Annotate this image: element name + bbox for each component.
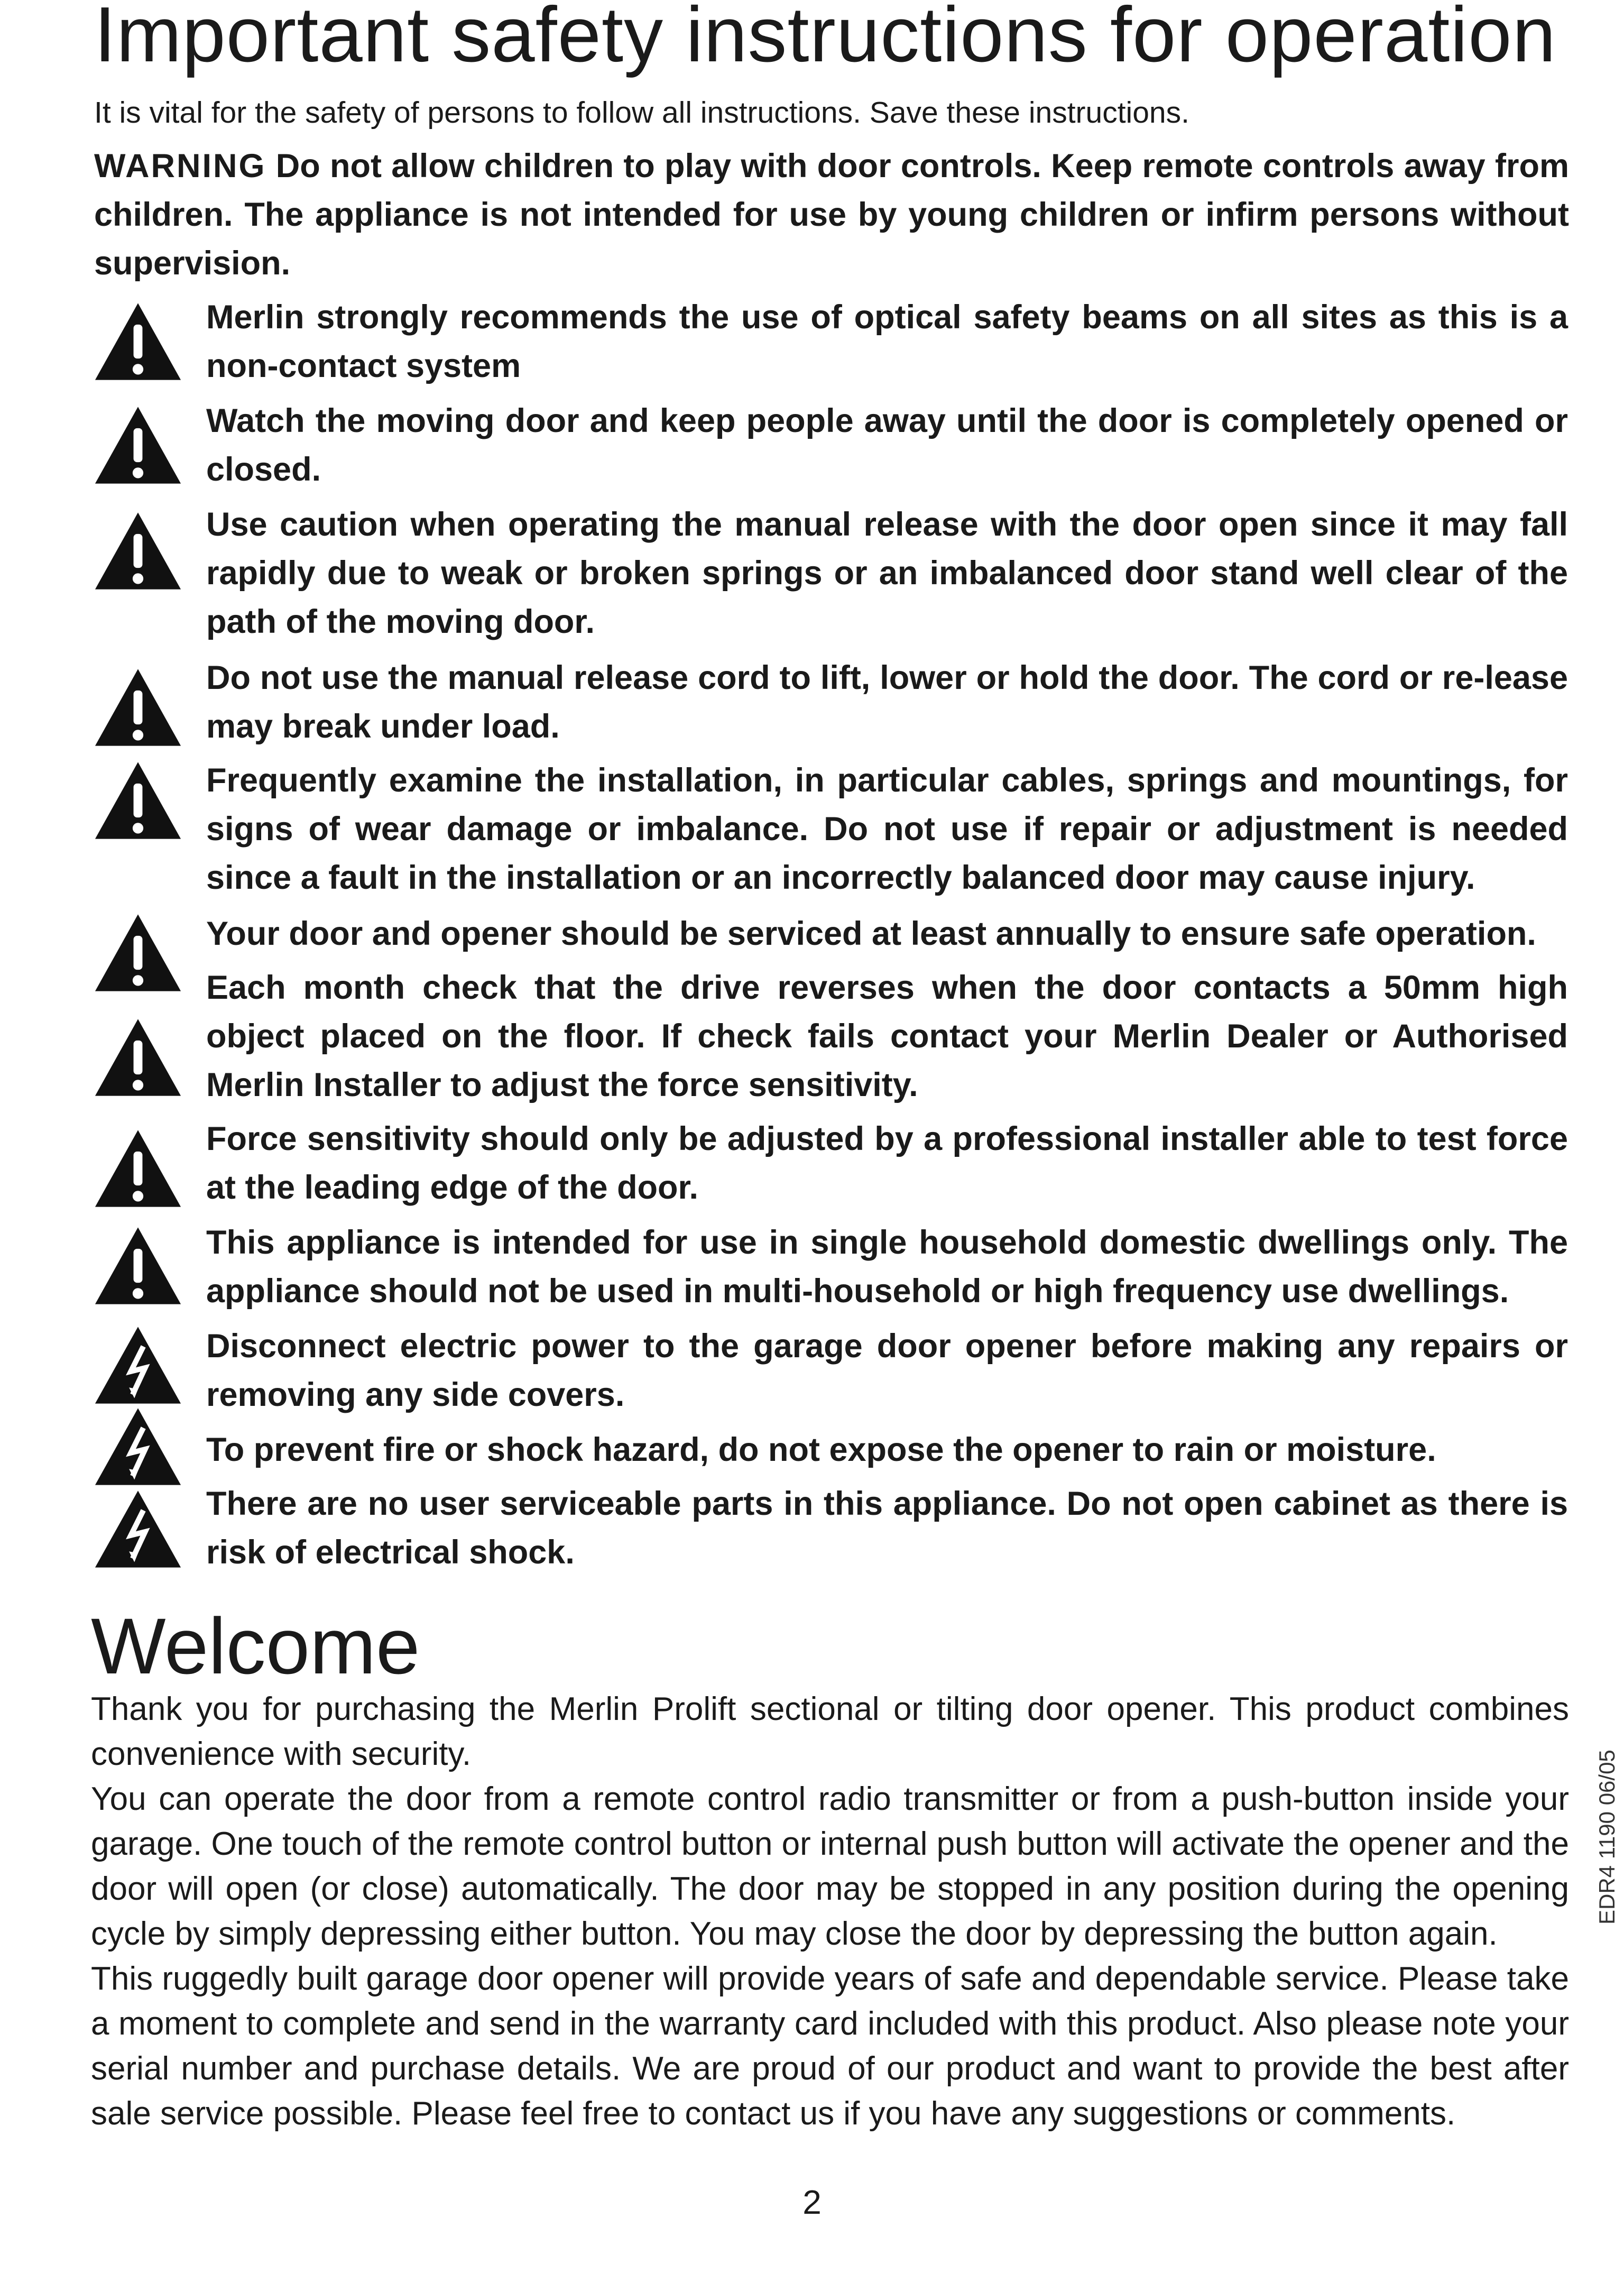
electrical-hazard-icon: [93, 1325, 183, 1405]
safety-item: Watch the moving door and keep people away until the door is completely opened or closed.: [206, 402, 1568, 488]
electrical-hazard-icon: [93, 1489, 183, 1569]
warning-icon: [93, 667, 183, 748]
safety-item: Do not use the manual release cord to lift, lower or hold the door. The cord or re-lease may break under load.: [206, 659, 1568, 745]
safety-item: Frequently examine the installation, in particular cables, springs and mountings, for signs of wear damage or imbalance. Do not use if repair or adjustment is needed since a fault in the installation or an incorrectly balanced door may cause injury.: [206, 762, 1568, 896]
safety-item: Your door and opener should be serviced at least annually to ensure safe operation.: [206, 915, 1536, 952]
warning-icon: [93, 511, 183, 591]
warning-text: Do not allow children to play with door controls. Keep remote controls away from children. The appliance is not intended for use by young children or infirm persons without supervision.: [94, 148, 1569, 282]
safety-item: Disconnect electric power to the garage door opener before making any repairs or removing any side covers.: [206, 1328, 1568, 1413]
electrical-hazard-icon: [93, 1406, 183, 1487]
document-code: EDR4 1190 06/05: [1594, 1750, 1619, 1925]
warning-icon: [93, 405, 183, 485]
page-title: Important safety instructions for operation: [94, 0, 1556, 78]
page-number: 2: [802, 2183, 822, 2221]
warning-icon: [93, 760, 183, 841]
safety-item: There are no user serviceable parts in this appliance. Do not open cabinet as there is risk of electrical shock.: [206, 1485, 1568, 1571]
safety-item: This appliance is intended for use in single household domestic dwellings only. The appliance should not be used in multi-household or high frequency use dwellings.: [206, 1224, 1568, 1310]
warning-icon: [93, 1128, 183, 1209]
safety-item: Use caution when operating the manual release with the door open since it may fall rapidly due to weak or broken springs or an imbalanced door stand well clear of the path of the moving door.: [206, 506, 1568, 640]
warning-icon: [93, 301, 183, 382]
warning-paragraph: [94, 142, 1569, 288]
warning-icon: [93, 913, 183, 993]
warning-icon: [93, 1226, 183, 1306]
welcome-paragraph: This ruggedly built garage door opener will provide years of safe and dependable service. Please take a moment to complete and send in the warranty card included with this product. Also please note your serial number and purchase details. We are proud of our product and want to provide the best after sale service possible. Please feel free to contact us if you have any suggestions or comments.: [91, 1961, 1569, 2132]
safety-item: Force sensitivity should only be adjusted by a professional installer able to test force at the leading edge of the door.: [206, 1120, 1568, 1206]
welcome-heading: Welcome: [91, 1602, 420, 1690]
welcome-paragraph: Thank you for purchasing the Merlin Prolift sectional or tilting door opener. This product combines convenience with security.: [91, 1691, 1569, 1772]
intro-text: It is vital for the safety of persons to follow all instructions. Save these instructions.: [94, 96, 1189, 130]
welcome-paragraph: You can operate the door from a remote control radio transmitter or from a push-button inside your garage. One touch of the remote control button or internal push button will activate the opener and the door will open (or close) automatically. The door may be stopped in any position during the opening cycle by simply depressing either button. You may close the door by depressing the button again.: [91, 1781, 1569, 1952]
safety-item: To prevent fire or shock hazard, do not expose the opener to rain or moisture.: [206, 1431, 1436, 1468]
warning-label: WARNING: [94, 148, 266, 185]
safety-item: Each month check that the drive reverses when the door contacts a 50mm high object placed on the floor. If check fails contact your Merlin Dealer or Authorised Merlin Installer to adjust the force sensitivity.: [206, 969, 1568, 1103]
safety-item: Merlin strongly recommends the use of optical safety beams on all sites as this is a non-contact system: [206, 299, 1568, 384]
warning-icon: [93, 1017, 183, 1098]
